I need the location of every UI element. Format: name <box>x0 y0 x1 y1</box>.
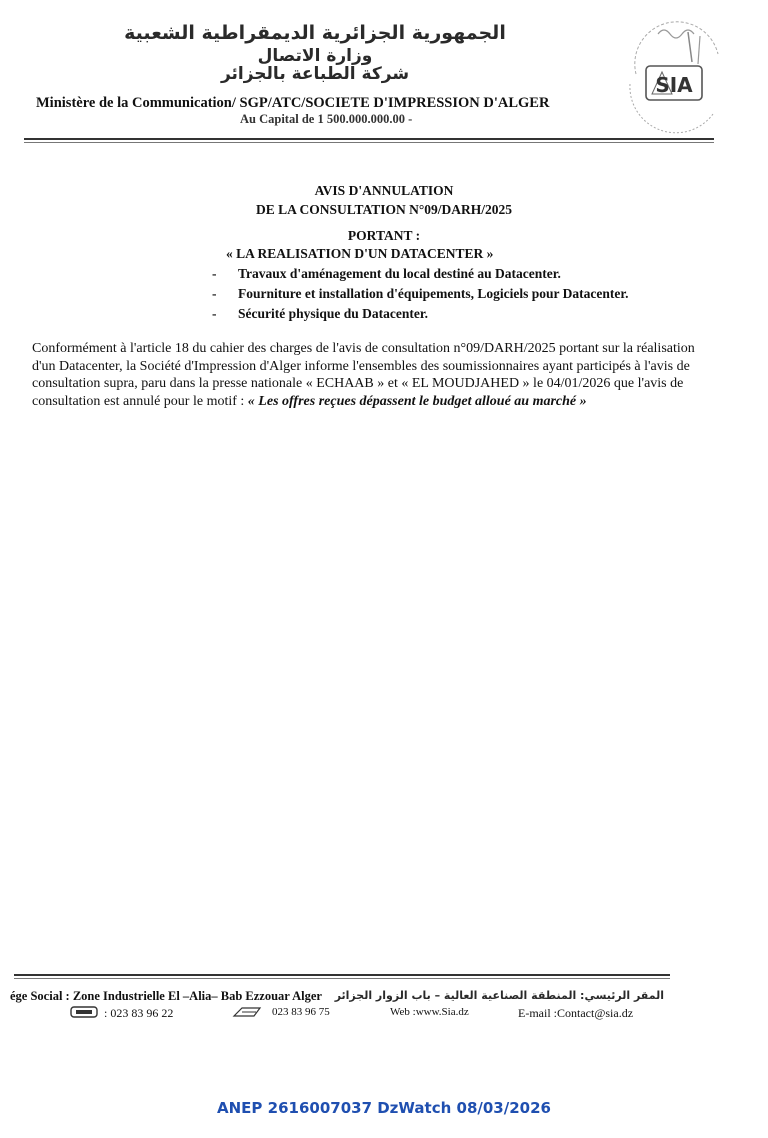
fax-number: 023 83 96 75 <box>272 1006 330 1018</box>
portant-label: PORTANT : <box>347 228 421 243</box>
list-item <box>212 264 629 284</box>
head-office-address: ége Social : Zone Industrielle El –Alia– Bab Ezzouar Alger <box>10 989 322 1003</box>
list-bullet: - <box>212 306 217 321</box>
list-bullet: - <box>212 266 217 281</box>
website: Web :www.Sia.dz <box>390 1006 469 1018</box>
list-item <box>212 304 629 324</box>
header-rule-thin <box>24 142 714 143</box>
telephone-icon <box>70 1005 98 1019</box>
telephone-number: : 023 83 96 22 <box>104 1006 174 1020</box>
list-item-text: Fourniture et installation d'équipements, Logiciels pour Datacenter. <box>238 286 629 301</box>
logo-text: SIA <box>655 73 693 97</box>
footer-rule <box>14 974 670 976</box>
fax-icon <box>232 1005 262 1019</box>
capital-line: Au Capital de 1 500.000.000.00 - <box>240 112 413 126</box>
anep-watermark: ANEP 2616007037 DzWatch 08/03/2026 <box>217 1099 551 1117</box>
list-item-text: Travaux d'aménagement du local destiné au Datacenter. <box>238 266 561 281</box>
paragraph-text: Conformément à l'article 18 du cahier des charges de l'avis de consultation n°09/DARH/2025 portant sur la réalisation d'un Datacenter, la Société d'Impression d'Alger informe l'ensembles des soumissionnaires ayant participés à l'avis de consultation supra, paru dans la presse nationale « ECHAAB » et « EL MOUDJAHED » le 04/01/2026 que l'avis de consultation est annulé pour le motif : <box>32 341 695 409</box>
subject-line: « LA REALISATION D'UN DATACENTER » <box>226 246 494 261</box>
arabic-header-line-2: وزارة الاتصال <box>257 46 373 66</box>
header-rule <box>24 138 714 140</box>
consultation-number: DE LA CONSULTATION N°09/DARH/2025 <box>255 202 513 217</box>
footer-rule-thin <box>14 978 670 979</box>
ministry-line: Ministère de la Communication/ SGP/ATC/SOCIETE D'IMPRESSION D'ALGER <box>36 95 550 111</box>
sia-logo-icon <box>618 14 728 142</box>
email-address: E-mail :Contact@sia.dz <box>518 1006 634 1020</box>
arabic-header-line-1: الجمهورية الجزائرية الديمقراطية الشعبية <box>124 22 506 44</box>
work-items-list <box>212 264 629 324</box>
cancellation-reason: « Les offres reçues dépassent le budget alloué au marché » <box>247 393 587 409</box>
list-bullet: - <box>212 286 217 301</box>
list-item-text: Sécurité physique du Datacenter. <box>238 306 429 321</box>
list-item <box>212 284 629 304</box>
arabic-header-line-3: شركة الطباعة بالجزائر <box>220 64 410 84</box>
body-paragraph <box>32 340 700 410</box>
notice-title: AVIS D'ANNULATION <box>314 183 454 198</box>
head-office-address-arabic: المقر الرئيسي: المنطقة الصناعية العالية – باب الزوار الجزائر <box>334 989 664 1002</box>
